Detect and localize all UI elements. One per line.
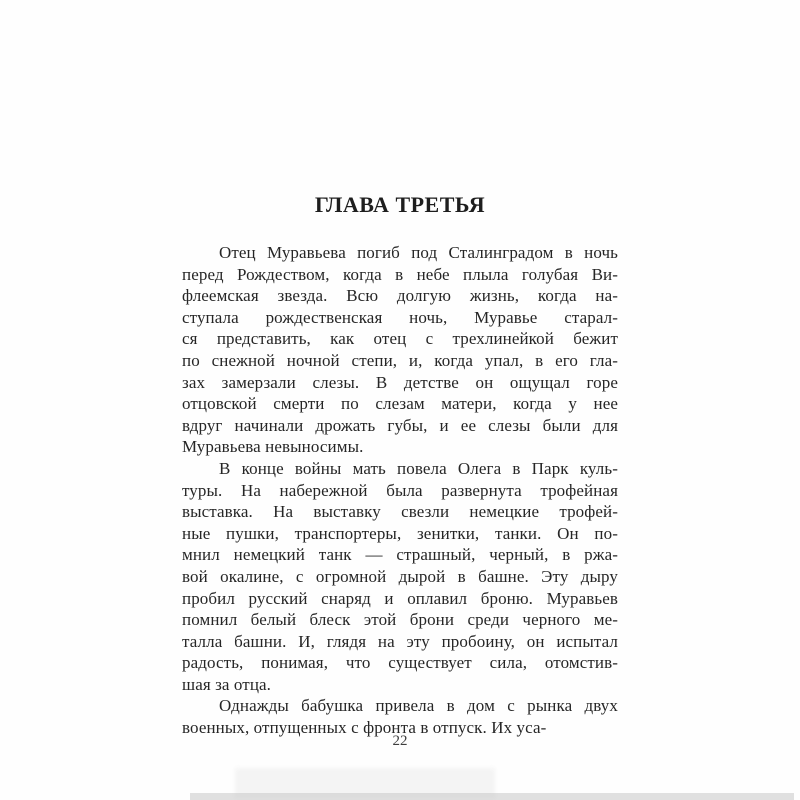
text-line: помнил белый блеск этой брони среди черного ме- xyxy=(182,610,618,630)
text-line: В конце войны мать повела Олега в Парк куль- xyxy=(219,458,618,478)
text-line: перед Рождеством, когда в небе плыла голубая Ви- xyxy=(182,264,618,284)
text-line: мнил немецкий танк — страшный, черный, в ржа- xyxy=(182,545,618,565)
text-line: ся представить, как отец с трехлинейкой бежит xyxy=(182,329,618,349)
body-text xyxy=(182,242,618,739)
text-line: вой окалине, с огромной дырой в башне. Эту дыру xyxy=(182,566,618,586)
text-line: радость, понимая, что существует сила, отомстив- xyxy=(182,653,618,673)
text-line: выставка. На выставку свезли немецкие трофей- xyxy=(182,502,618,522)
text-line: туры. На набережной была развернута трофейная xyxy=(182,480,618,500)
text-line: пробил русский снаряд и оплавил броню. Муравьев xyxy=(182,588,618,608)
text-line: вдруг начинали дрожать губы, и ее слезы были для xyxy=(182,415,618,435)
text-line: Муравьева невыносимы. xyxy=(182,437,364,457)
text-line: флеемская звезда. Всю долгую жизнь, когда на- xyxy=(182,286,618,306)
page-number: 22 xyxy=(392,733,408,749)
text-line: отцовской смерти по слезам матери, когда у нее xyxy=(182,394,618,414)
text-line: ные пушки, транспортеры, зенитки, танки. Он по- xyxy=(182,523,618,543)
text-line: шая за отца. xyxy=(182,674,272,694)
text-line: военных, отпущенных с фронта в отпуск. Их уса- xyxy=(182,718,547,738)
text-line: зах замерзали слезы. В детстве он ощущал горе xyxy=(182,372,618,392)
text-line: Отец Муравьева погиб под Сталинградом в ночь xyxy=(219,243,618,262)
text-line: по снежной ночной степи, и, когда упал, в его гла- xyxy=(182,350,618,370)
text-line: ступала рождественская ночь, Муравье старал- xyxy=(182,307,618,327)
text-line: Однажды бабушка привела в дом с рынка двух xyxy=(219,696,618,716)
bottom-scan-bar xyxy=(190,793,794,800)
text-line: талла башни. И, глядя на эту пробоину, он испытал xyxy=(182,631,618,651)
chapter-title: ГЛАВА ТРЕТЬЯ xyxy=(314,192,486,217)
